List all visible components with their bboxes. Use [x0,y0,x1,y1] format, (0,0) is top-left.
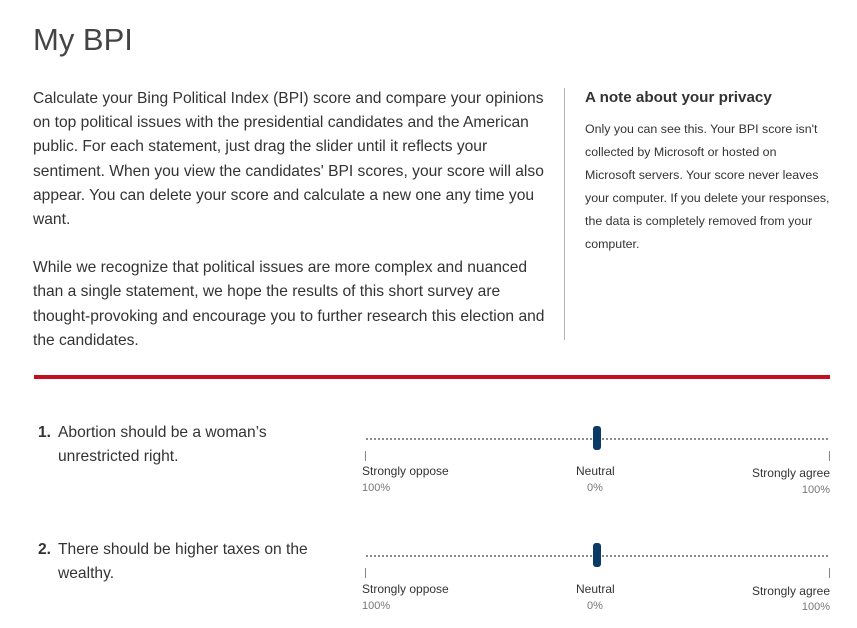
opinion-slider-2[interactable] [364,538,830,618]
slider-left-value: 100% [362,600,391,612]
intro-text [33,87,555,353]
slider-left-label: Strongly oppose [362,464,449,478]
intro-paragraph-1: Calculate your Bing Political Index (BPI) score and compare your opinions on top political issues with the presidential candidates and the American public. For each statement, just drag the slider until it reflects your sentiment. When you view the candidates' BPI scores, your score will also appear. You can delete your score and calculate a new one any time you want. [33,90,544,229]
slider-center-label: Neutral [576,582,615,596]
question-1 [0,421,857,521]
slider-right-value: 100% [801,601,830,613]
section-divider [34,375,830,379]
slider-thumb[interactable] [593,426,601,450]
question-number: 2. [38,541,52,558]
privacy-body: Only you can see this. Your BPI score isn't collected by Microsoft or hosted on Microsoft servers. Your score never leaves your computer. If you delete your responses, the data is completely removed from your computer. [585,122,830,252]
question-2 [0,538,857,628]
slider-right-label: Strongly agree [751,466,830,480]
slider-tick-left [365,451,366,461]
question-number: 1. [38,424,52,441]
slider-left-label: Strongly oppose [362,582,449,596]
slider-tick-left [365,568,366,578]
slider-center-label: Neutral [576,464,615,478]
privacy-heading: A note about your privacy [585,89,772,106]
slider-center-value: 0% [587,482,603,494]
question-statement [38,538,328,586]
slider-left-value: 100% [362,482,391,494]
privacy-note [585,89,830,257]
slider-center-value: 0% [587,600,603,612]
question-text: There should be higher taxes on the wealthy. [58,541,308,582]
question-statement [38,421,328,469]
question-text: Abortion should be a woman’s unrestricted right. [58,424,267,465]
vertical-divider [564,88,565,340]
slider-tick-right [829,451,830,461]
slider-thumb[interactable] [593,543,601,567]
slider-right-label: Strongly agree [751,584,830,598]
opinion-slider-1[interactable] [364,421,830,501]
slider-right-value: 100% [801,484,830,496]
slider-tick-right [829,568,830,578]
intro-paragraph-2: While we recognize that political issues are more complex and nuanced than a single statement, we hope the results of this short survey are thought-provoking and encourage you to further research this election and the candidates. [33,259,545,349]
page-title: My BPI [33,22,133,57]
